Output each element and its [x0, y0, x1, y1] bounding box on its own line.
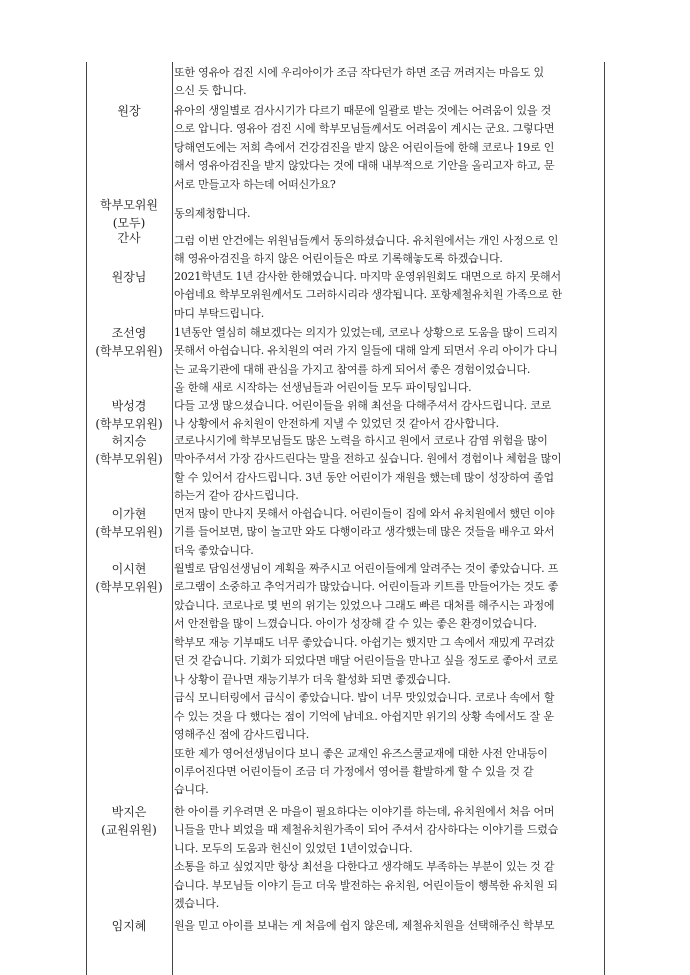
- text-line: 으로 압니다. 영유아 검진 시에 학부모님들께서도 어려움이 계시는 군요. 그렇다면: [174, 122, 555, 136]
- text-line: 유아의 생일별로 검사시기가 다르기 때문에 일괄로 받는 것에는 어려움이 있을 것: [174, 104, 552, 117]
- text-line: 학부모 재능 기부때도 너무 좋았습니다. 아쉽기는 했지만 그 속에서 재밌게 꾸려갔: [174, 635, 555, 649]
- text-line: 해서 영유아검진을 받지 않았다는 것에 대해 내부적으로 기안을 올리고자 하고, 문: [174, 159, 555, 173]
- text-line: 서로 만들고자 하는데 어떠신가요?: [174, 177, 336, 191]
- speaker-cell: [86, 229, 172, 247]
- speaker-role: (모두): [112, 216, 146, 230]
- text-line: 올 한해 새로 시작하는 선생님들과 어린이들 모두 파이팅입니다.: [174, 381, 472, 395]
- speaker-role: (학부모위원): [95, 344, 163, 358]
- text-line: 해 영유아검진을 하지 않은 어린이들은 따로 기록해놓도록 하겠습니다.: [174, 252, 503, 266]
- speaker-name: 간사: [117, 231, 141, 245]
- speaker-role: (학부모위원): [95, 525, 163, 539]
- text-line: 아쉽네요 학부모위원께서도 그러하시리라 생각됩니다. 포항제철유치원 가족으로 한: [174, 288, 562, 302]
- text-line: 마디 부탁드립니다.: [174, 306, 265, 320]
- text-line: 코로나시기에 학부모님들도 많은 노력을 하시고 원에서 코로나 감염 위험을 많이: [174, 434, 548, 447]
- speaker-name: 허지승: [111, 434, 147, 448]
- text-line: 또한 영유아 검진 시에 우리아이가 조금 작다던가 하면 조금 꺼려지는 마음도 있: [174, 66, 544, 79]
- speaker-cell: [86, 397, 172, 433]
- speaker-role: (학부모위원): [95, 580, 163, 594]
- speaker-cell: [86, 803, 172, 839]
- text-line: 겠습니다.: [174, 897, 220, 911]
- text-line: 수 있는 것을 다 했다는 점이 기억에 남네요. 아쉽지만 위기의 상황 속에서도 잘 운: [174, 709, 554, 723]
- table-border-right: [604, 62, 605, 975]
- text-line: 던 것 같습니다. 기회가 되었다면 매달 어린이들을 만나고 싶을 정도로 좋아서 코로: [174, 654, 558, 668]
- statement-text: [174, 917, 602, 935]
- text-line: 2021학년도 1년 감사한 한해였습니다. 마지막 운영위원회도 대면으로 하지 못해서: [174, 270, 561, 283]
- speaker-role: (학부모위원): [95, 452, 163, 466]
- text-line: 또한 제가 영어선생님이다 보니 좋은 교재인 유즈스쿨교재에 대한 사전 안내등이: [174, 746, 548, 760]
- statement-text: [174, 397, 602, 434]
- speaker-name: 박성경: [111, 399, 147, 413]
- speaker-name: 이가현: [111, 507, 147, 521]
- speaker-name: 이시현: [111, 562, 147, 576]
- statement-text: [174, 232, 602, 269]
- text-line: 영해주신 점에 감사드립니다.: [174, 728, 310, 742]
- speaker-cell: [86, 505, 172, 541]
- speaker-cell: [86, 324, 172, 360]
- statement-text: [174, 268, 602, 323]
- text-line: 월별로 담임선생님이 계획을 짜주시고 어린이들에게 알려주는 것이 좋았습니다. 프: [174, 562, 559, 575]
- text-line: 당해연도에는 저희 측에서 건강검진을 받지 않은 어린이들에 한해 코로나 19로 인: [174, 140, 555, 154]
- speaker-role: (학부모위원): [95, 417, 163, 431]
- text-line: 먼저 많이 만나지 못해서 아쉽습니다. 어린이들이 집에 와서 유치원에서 했던 이야: [174, 507, 555, 520]
- speaker-cell: [86, 560, 172, 596]
- text-line: 동의제청합니다.: [174, 207, 251, 220]
- speaker-name: 임지혜: [111, 919, 147, 933]
- statement-text: [174, 102, 602, 194]
- speaker-name: 학부모위원: [100, 198, 158, 212]
- text-line: 나 상황에서 유치원이 안전하게 지낼 수 있었던 것 같아서 감사합니다.: [174, 417, 499, 431]
- table-column-divider: [172, 62, 173, 975]
- text-line: 습니다.: [174, 783, 209, 797]
- statement-text: [174, 560, 602, 800]
- statement-text: [174, 64, 602, 101]
- text-line: 원을 믿고 아이를 보내는 게 처음에 쉽지 않은데, 제철유치원을 선택해주신 학부모: [174, 919, 555, 932]
- text-line: 그럼 이번 안건에는 위원님들께서 동의하셨습니다. 유치원에서는 개인 사정으로 인: [174, 234, 559, 247]
- text-line: 로그램이 소중하고 추억거리가 많았습니다. 어린이들과 키트를 만들어가는 것도 좋: [174, 580, 559, 594]
- speaker-cell: [86, 432, 172, 468]
- text-line: 기를 들어보면, 많이 놀고만 와도 다행이라고 생각했는데 많은 것들을 배우고 와서: [174, 525, 555, 539]
- text-line: 서 안전함을 많이 느꼈습니다. 아이가 성장해 갈 수 있는 좋은 환경이었습니다.: [174, 617, 537, 631]
- speaker-cell: [86, 268, 172, 286]
- text-line: 니들을 만나 뵈었을 때 제철유치원가족이 되어 주셔서 감사하다는 이야기를 드렸습: [174, 823, 559, 837]
- statement-text: [174, 432, 602, 506]
- statement-text: [174, 324, 602, 398]
- speaker-cell: [86, 196, 172, 232]
- text-line: 할 수 있어서 감사드립니다. 3년 동안 어린이가 재원을 했는데 많이 성장하여 졸업: [174, 470, 554, 484]
- text-line: 나 상황이 끝나면 재능기부가 더욱 활성화 되면 좋겠습니다.: [174, 672, 451, 686]
- text-line: 급식 모니터링에서 급식이 좋았습니다. 밥이 너무 맛있었습니다. 코로나 속에서 할: [174, 691, 555, 705]
- statement-text: [174, 505, 602, 560]
- text-line: 못해서 아쉽습니다. 유치원의 여러 가지 일들에 대해 알게 되면서 우리 아이가 다니: [174, 344, 558, 358]
- text-line: 니다. 모두의 도움과 헌신이 있었던 1년이었습니다.: [174, 841, 413, 855]
- text-line: 으신 듯 합니다.: [174, 84, 247, 98]
- text-line: 한 아이를 키우려면 온 마을이 필요하다는 이야기를 하는데, 유치원에서 처음 어머: [174, 805, 555, 818]
- text-line: 다들 고생 많으셨습니다. 어린이들을 위해 최선을 다해주셔서 감사드립니다. 코로: [174, 399, 552, 412]
- text-line: 습니다. 부모님들 이야기 듣고 더욱 발전하는 유치원, 어린이들이 행복한 유치원 되: [174, 878, 558, 892]
- text-line: 막아주셔서 가장 감사드린다는 말을 전하고 싶습니다. 원에서 경험이나 체험을 많이: [174, 452, 562, 466]
- speaker-name: 박지은: [111, 805, 147, 819]
- speaker-name: 원장님: [111, 270, 147, 284]
- text-line: 1년동안 열심히 해보겠다는 의지가 있었는데, 코로나 상황으로 도움을 많이 드리지: [174, 326, 558, 339]
- speaker-name: 원장: [117, 104, 141, 118]
- speaker-cell: [86, 102, 172, 120]
- text-line: 는 교육기관에 대해 관심을 가지고 참여를 하게 되어서 좋은 경험이었습니다.: [174, 362, 531, 376]
- statement-text: [174, 803, 602, 914]
- speaker-name: 조선영: [111, 326, 147, 340]
- text-line: 소통을 하고 싶었지만 항상 최선을 다한다고 생각해도 부족하는 부분이 있는 것 같: [174, 860, 555, 874]
- text-line: 았습니다. 코로나로 몇 번의 위기는 있었으나 그래도 빠른 대처를 해주시는 과정에: [174, 598, 555, 612]
- text-line: 하는거 같아 감사드립니다.: [174, 489, 299, 503]
- statement-text: [174, 205, 602, 223]
- speaker-cell: [86, 917, 172, 935]
- speaker-role: (교원위원): [101, 823, 157, 837]
- text-line: 더욱 좋았습니다.: [174, 543, 254, 557]
- text-line: 이루어진다면 어린이들이 조금 더 가정에서 영어를 활발하게 할 수 있을 것 같: [174, 764, 534, 778]
